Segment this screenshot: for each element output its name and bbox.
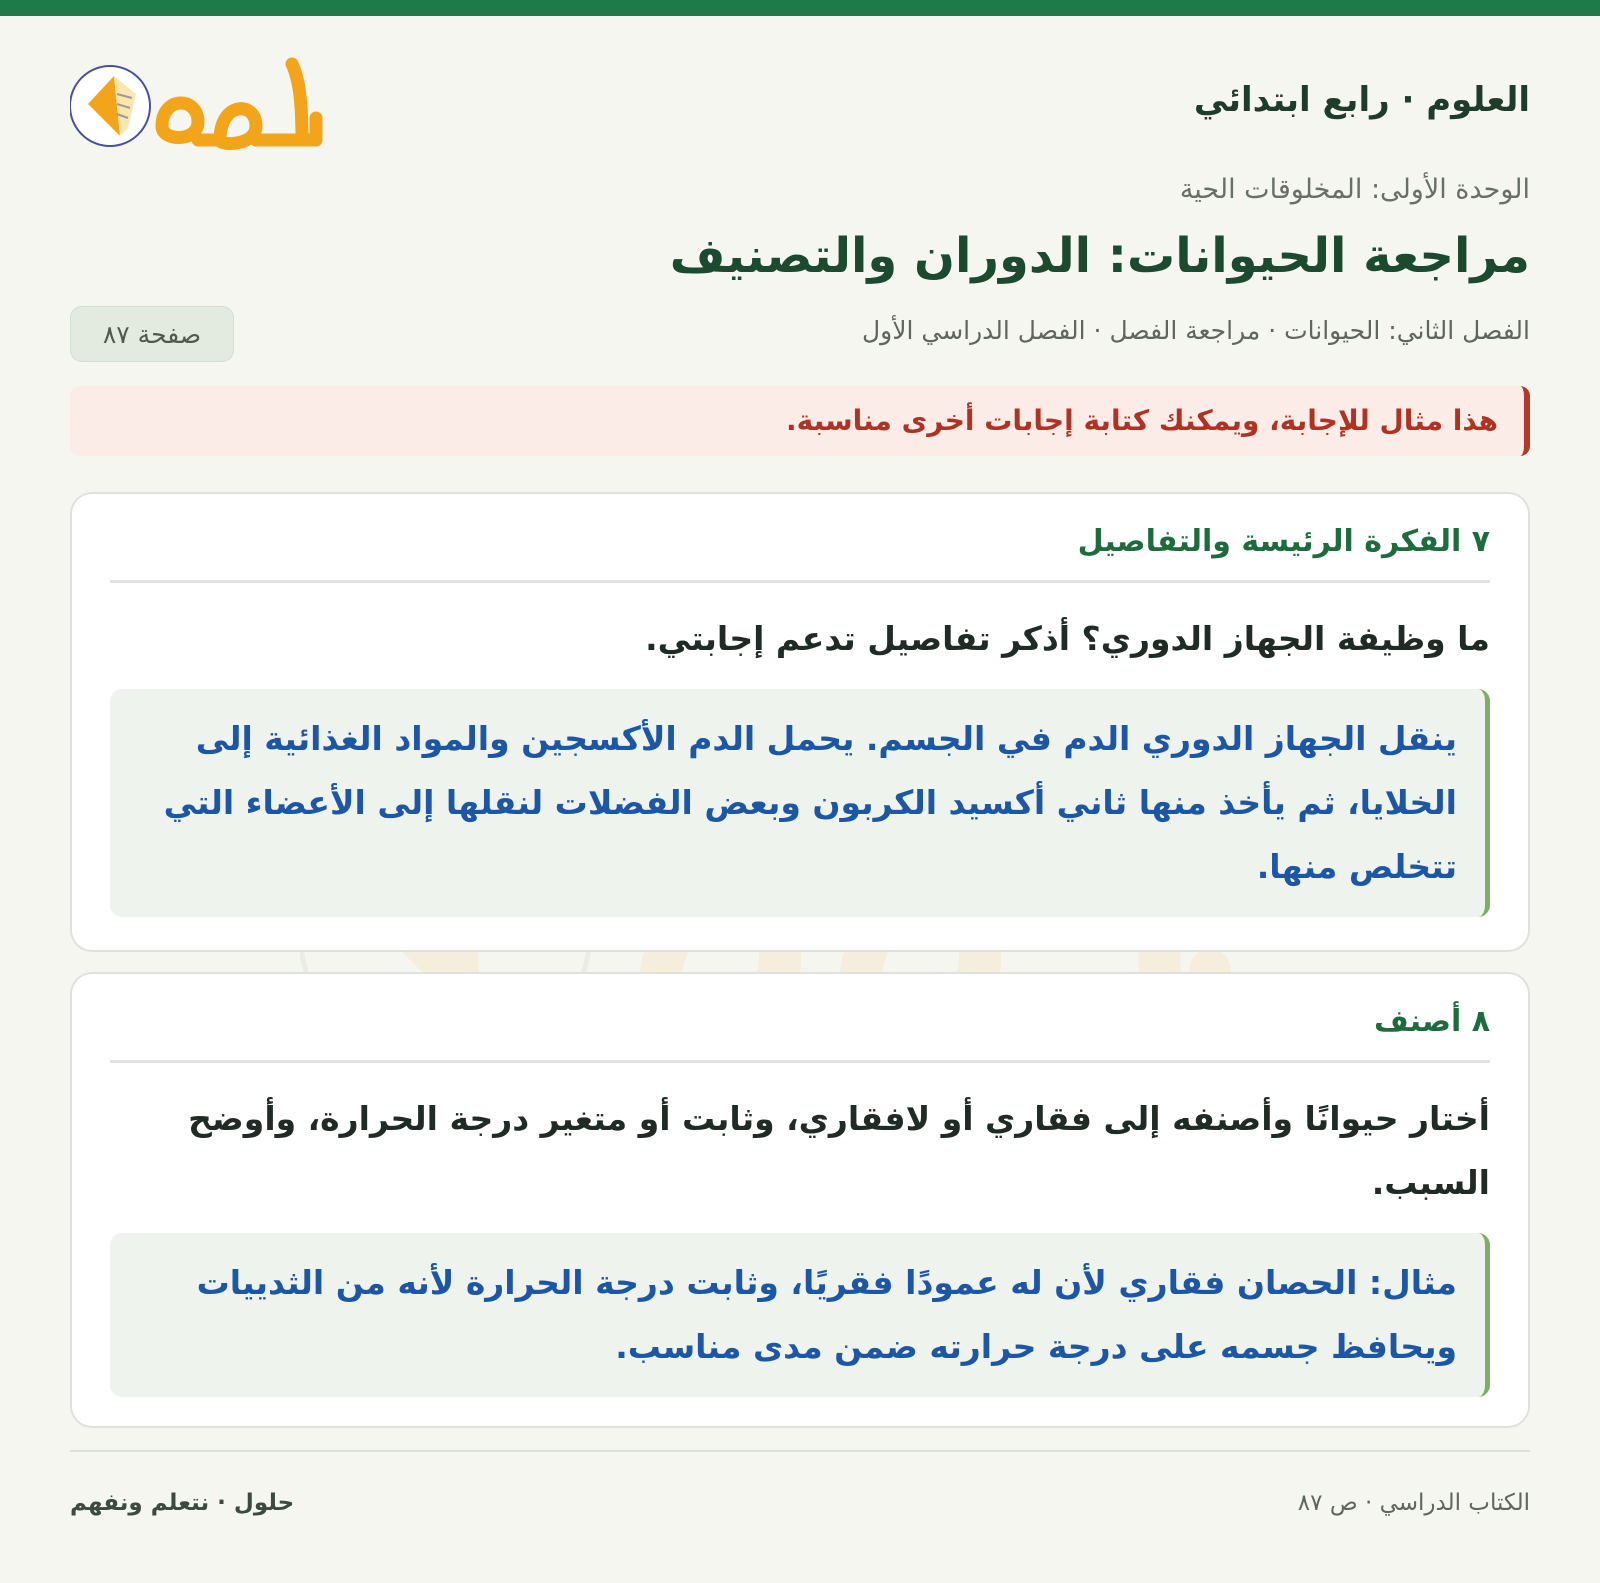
page xyxy=(70,16,1530,1516)
page-title: مراجعة الحيوانات: الدوران والتصنيف xyxy=(669,228,1530,284)
question-card xyxy=(70,972,1530,1428)
unit-label: الوحدة الأولى: المخلوقات الحية xyxy=(1179,174,1530,205)
question-card-title: ٧ الفكرة الرئيسة والتفاصيل xyxy=(110,494,1490,583)
question-text: ما وظيفة الجهاز الدوري؟ أذكر تفاصيل تدعم إجابتي. xyxy=(645,619,1490,658)
question-text: أختار حيوانًا وأصنفه إلى فقاري أو لافقاري، وثابت أو متغير درجة الحرارة، وأوضح السبب. xyxy=(188,1099,1490,1202)
breadcrumb: الفصل الثاني: الحيوانات · مراجعة الفصل · الفصل الدراسي الأول xyxy=(861,316,1530,345)
header xyxy=(70,16,1530,176)
footer-brand: حلول · نتعلم ونفهم xyxy=(70,1490,295,1516)
hulul-logo[interactable] xyxy=(70,46,330,156)
page-number-badge: صفحة ٨٧ xyxy=(70,306,234,362)
footer-page-reference: الكتاب الدراسي · ص ٨٧ xyxy=(1297,1490,1530,1516)
question-card xyxy=(70,492,1530,952)
answer-box: ينقل الجهاز الدوري الدم في الجسم. يحمل الدم الأكسجين والمواد الغذائية إلى الخلايا، ثم يأخذ منها ثاني أكسيد الكربون وبعض الفضلات لنقلها إلى الأعضاء التي تتخلص منها. xyxy=(110,689,1490,917)
answer-box: مثال: الحصان فقاري لأن له عمودًا فقريًا، وثابت درجة الحرارة لأنه من الثدييات ويحافظ جسمه على درجة حرارته ضمن مدى مناسب. xyxy=(110,1233,1490,1397)
question-card-title: ٨ أصنف xyxy=(110,974,1490,1063)
top-accent-bar xyxy=(0,0,1600,16)
subject-title: العلوم · رابع ابتدائي xyxy=(1193,80,1530,120)
footer-divider xyxy=(70,1450,1530,1452)
answer-notice-banner: هذا مثال للإجابة، ويمكنك كتابة إجابات أخرى مناسبة. xyxy=(70,386,1530,456)
